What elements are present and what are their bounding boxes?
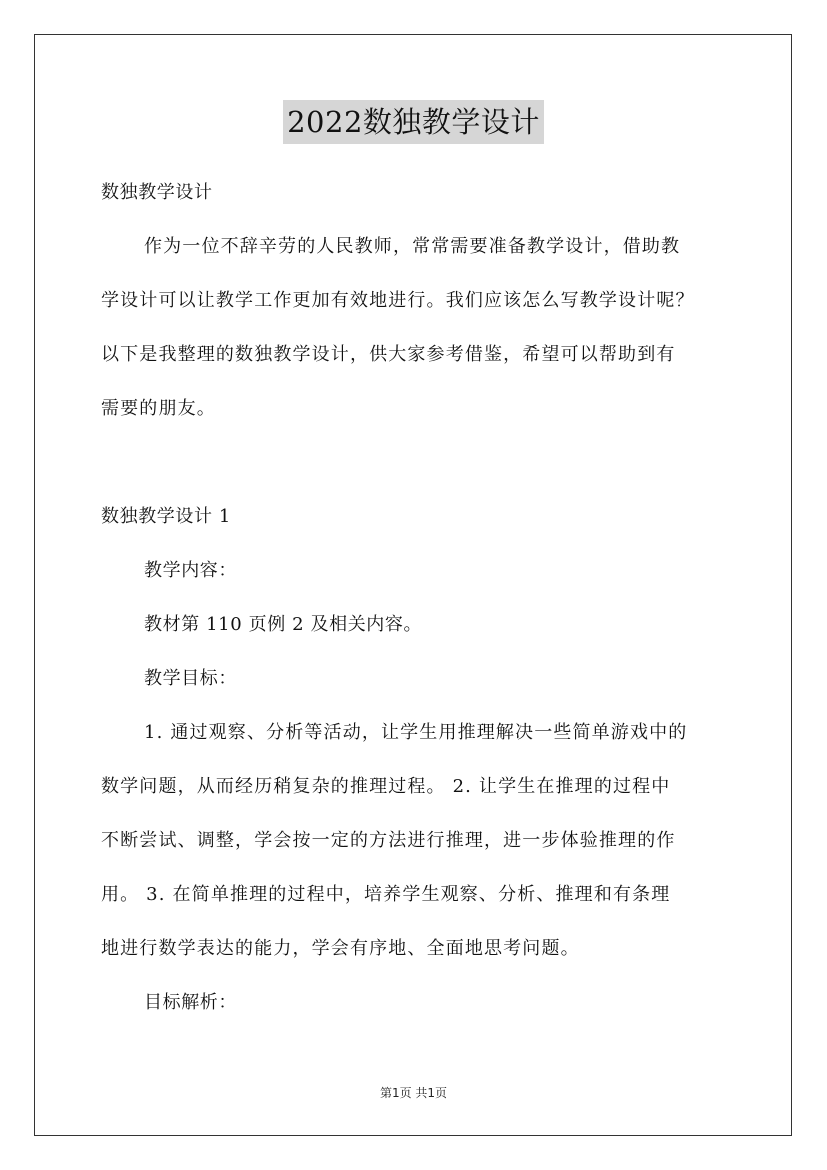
content-label: 教学内容： (144, 560, 237, 581)
page-footer (0, 1084, 827, 1102)
content-text: 教材第 110 页例 2 及相关内容。 (144, 614, 423, 635)
goals-label: 教学目标： (144, 668, 237, 689)
intro-paragraph (101, 228, 731, 444)
document-body (101, 174, 731, 1038)
goals-line: 1. 通过观察、分析等活动，让学生用推理解决一些简单游戏中的 (144, 722, 688, 743)
section-heading: 数独教学设计 1 (101, 506, 231, 527)
intro-line: 学设计可以让教学工作更加有效地进行。我们应该怎么写教学设计呢？ (101, 290, 695, 311)
subtitle: 数独教学设计 (101, 182, 213, 203)
analysis-label: 目标解析： (144, 992, 237, 1013)
goals-line: 地进行数学表达的能力，学会有序地、全面地思考问题。 (101, 938, 580, 959)
goals-paragraph (101, 714, 731, 984)
intro-line: 作为一位不辞辛劳的人民教师，常常需要准备教学设计，借助教 (144, 236, 681, 257)
page-number: 第1页 共1页 (379, 1086, 448, 1100)
goals-line: 数学问题，从而经历稍复杂的推理过程。 2. 让学生在推理的过程中 (101, 776, 671, 797)
document-title-block (0, 100, 827, 144)
paragraph-gap (101, 444, 731, 498)
intro-line: 需要的朋友。 (101, 398, 216, 419)
goals-line: 用。 3. 在简单推理的过程中，培养学生观察、分析、推理和有条理 (101, 884, 671, 905)
intro-line: 以下是我整理的数独教学设计，供大家参考借鉴，希望可以帮助到有 (101, 344, 676, 365)
document-title: 2022数独教学设计 (283, 100, 544, 144)
goals-line: 不断尝试、调整，学会按一定的方法进行推理，进一步体验推理的作 (101, 830, 676, 851)
